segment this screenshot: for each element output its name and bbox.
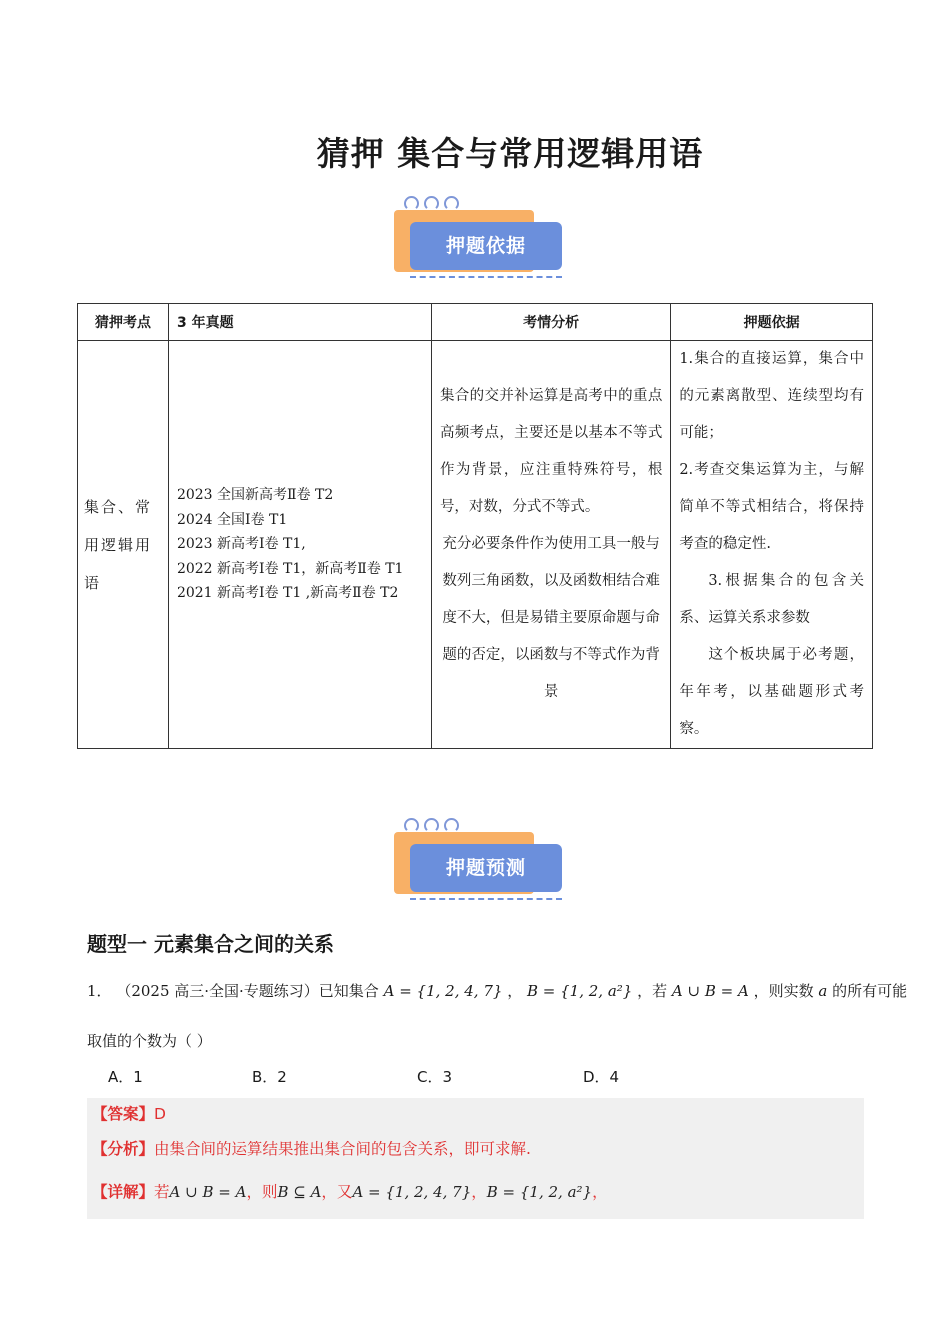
header-analysis: 考情分析 [431,304,670,341]
cond-pre: ，若 [637,982,668,1000]
binder-ring-icon [424,818,439,833]
detail-subset: B ⊆ A [277,1183,322,1201]
detail-set-a: A = {1, 2, 4, 7} [352,1183,472,1201]
basis-cell [671,341,873,749]
binder-ring-icon [444,196,459,211]
set-a: A = {1, 2, 4, 7} [383,982,503,1000]
basis-paragraph: 2.考查交集运算为主，与解简单不等式相结合，将保持考查的稳定性. [679,462,864,552]
question-number: 1． [87,982,112,1000]
table-header-row [78,304,873,341]
variable-a: a [818,982,828,1000]
cond-post: ，则实数 [753,982,814,1000]
table-row [78,341,873,749]
option-c[interactable]: C．3 [417,1068,453,1086]
binder-ring-icon [404,196,419,211]
badge-label: 押题依据 [410,222,562,270]
analysis-table [77,303,873,749]
header-topic: 猜押考点 [78,304,169,341]
badge-label: 押题预测 [410,844,562,892]
topic-cell: 集合、常用逻辑用语 [78,341,169,749]
analysis-tag: 【分析】 [92,1139,155,1158]
question-tail: 的所有可能 [832,982,908,1000]
detail-text: ，又 [321,1183,353,1201]
section-badge-prediction [388,818,578,928]
option-b[interactable]: B．2 [252,1068,287,1086]
set-b: B = {1, 2, a²} [526,982,633,1000]
badge-dash [410,898,562,900]
exam-item: 2024 全国Ⅰ卷 T1 [176,511,288,528]
option-d[interactable]: D．4 [583,1068,620,1086]
exam-item: 2021 新高考Ⅰ卷 T1 ,新高考Ⅱ卷 T2 [176,585,399,602]
exam-item: 2022 新高考Ⅰ卷 T1，新高考Ⅱ卷 T1 [176,560,404,577]
exam-item: 2023 新高考Ⅰ卷 T1, [176,536,306,553]
header-basis: 押题依据 [671,304,873,341]
basis-paragraph: 这个板块属于必考题，年年考，以基础题形式考察。 [679,647,864,737]
question-line-1: 1． （2025 高三·全国·专题练习）已知集合 A = {1, 2, 4, 7} ， B = {1, 2, a²} ，若 A ∪ B = A ，则实数 a 的所有可能 [87,982,908,1000]
binder-ring-icon [424,196,439,211]
section-badge-basis [388,196,578,306]
basis-paragraph: 1.集合的直接运算，集合中的元素离散型、连续型均有可能； [679,351,864,441]
section-title: 题型一 元素集合之间的关系 [87,932,334,956]
binder-ring-icon [444,818,459,833]
detail-set-b: B = {1, 2, a²} [486,1183,593,1201]
exam-item: 2023 全国新高考Ⅱ卷 T2 [176,487,334,504]
answer-value: D [154,1105,166,1123]
header-exams: 3 年真题 [168,304,431,341]
detail-text: ，则 [246,1183,278,1201]
page-title: 猜押 集合与常用逻辑用语 [316,134,704,173]
option-a[interactable]: A．1 [108,1068,143,1086]
question-source: （2025 高三·全国·专题练习）已知集合 [116,982,379,1000]
union-condition: A ∪ B = A [671,982,749,1000]
question-line-2: 取值的个数为（ ） [87,1032,212,1050]
detail-tag: 【详解】 [92,1182,155,1201]
detail-line: 【详解】若A ∪ B = A，则B ⊆ A，又A = {1, 2, 4, 7}，B = {1, 2, a²}， [92,1182,608,1201]
analysis-line [92,1137,531,1159]
basis-paragraph: 3.根据集合的包含关系、运算关系求参数 [679,573,864,626]
binder-ring-icon [404,818,419,833]
answer-line [92,1102,166,1124]
badge-dash [410,276,562,278]
answer-tag: 【答案】 [92,1104,155,1123]
analysis-text: 由集合间的运算结果推出集合间的包含关系，即可求解. [154,1140,531,1158]
analysis-paragraph: 充分必要条件作为使用工具一般与数列三角函数，以及函数相结合难度不大，但是易错主要原命题与命题的否定，以函数与不等式作为背景 [442,536,660,700]
analysis-paragraph: 集合的交并补运算是高考中的重点高频考点，主要还是以基本不等式作为背景，应注重特殊符号，根号，对数，分式不等式。 [439,388,663,515]
analysis-cell [431,341,670,749]
detail-text: 若 [154,1183,170,1201]
exams-cell [168,341,431,749]
detail-union: A ∪ B = A [169,1183,247,1201]
